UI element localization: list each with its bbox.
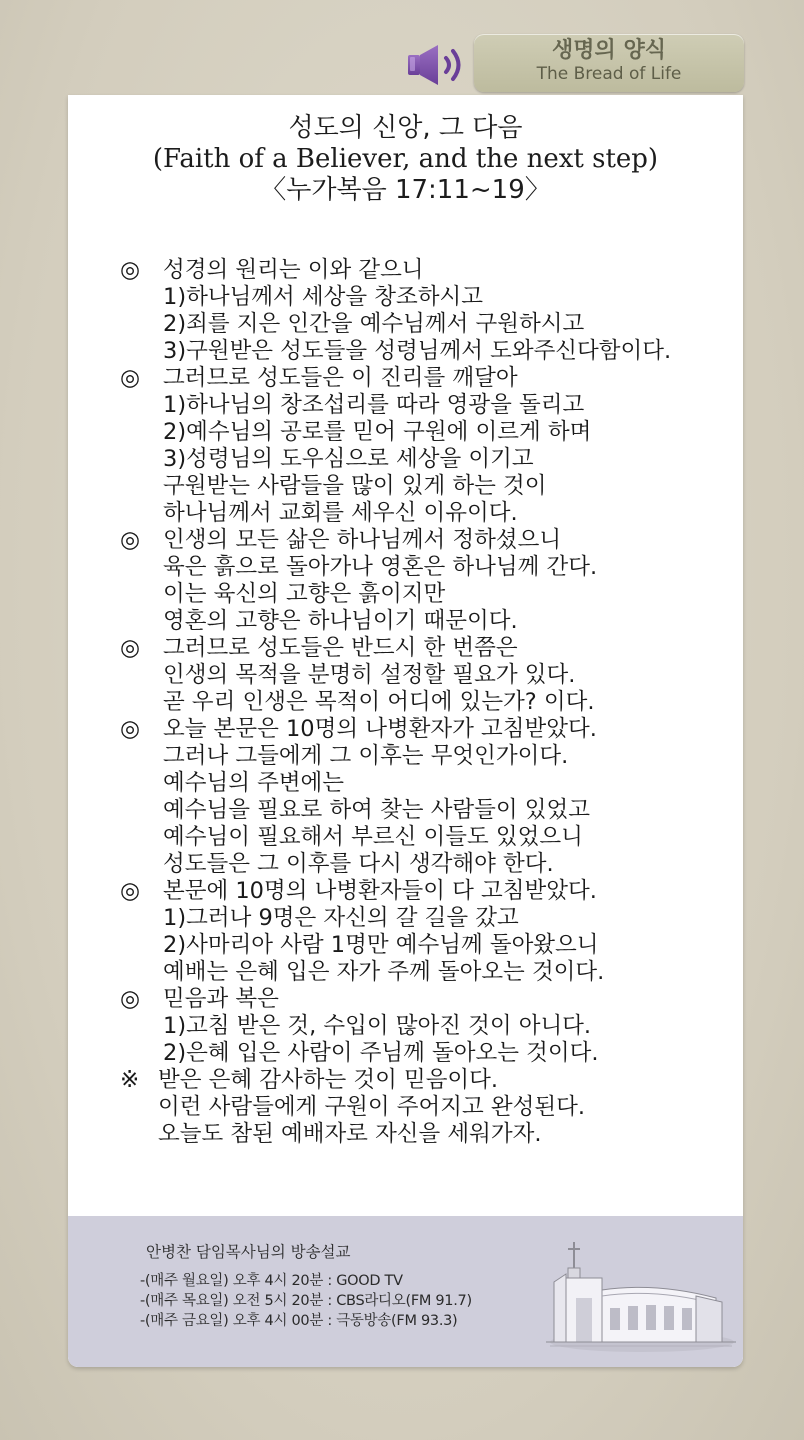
outline-line: 예수님이 필요해서 부르신 이들도 있었으니 [163, 824, 583, 850]
speaker-sound-icon[interactable] [404, 42, 470, 88]
outline-line: 믿음과 복은 [163, 986, 279, 1012]
outline-line: 곧 우리 인생은 목적이 어디에 있는가? 이다. [163, 689, 595, 715]
outline-line: 영혼의 고향은 하나님이기 때문이다. [163, 608, 518, 634]
bullet-mark-icon: ◎ [120, 635, 141, 661]
outline-line: 2)죄를 지은 인간을 예수님께서 구원하시고 [163, 311, 585, 337]
outline-section [120, 878, 740, 986]
outline-line: 그러므로 성도들은 이 진리를 깨달아 [163, 365, 518, 391]
outline-line: 하나님께서 교회를 세우신 이유이다. [163, 500, 518, 526]
broadcast-schedule-row: -(매주 목요일) 오전 5시 20분 : CBS라디오(FM 91.7) [140, 1293, 472, 1309]
outline-section [120, 635, 740, 716]
brand-title-english: The Bread of Life [536, 64, 682, 84]
outline-line: 1)하나님의 창조섭리를 따라 영광을 돌리고 [163, 392, 585, 418]
section-lines [163, 878, 740, 986]
sermon-outline [120, 257, 740, 1148]
section-lines [163, 716, 740, 878]
section-lines [163, 527, 740, 635]
broadcast-schedule-row: -(매주 월요일) 오후 4시 20분 : GOOD TV [140, 1273, 403, 1289]
outline-section [120, 257, 740, 365]
bullet-mark-icon: ◎ [120, 986, 141, 1012]
scripture-reference: 〈누가복음 17:11~19〉 [260, 175, 551, 205]
outline-section [120, 365, 740, 527]
outline-line: 오늘도 참된 예배자로 자신을 세워가자. [158, 1121, 542, 1147]
outline-line: 인생의 모든 삶은 하나님께서 정하셨으니 [163, 527, 562, 553]
section-lines [158, 1067, 740, 1148]
church-building-illustration [546, 1238, 736, 1354]
outline-line: 예수님을 필요로 하여 찾는 사람들이 있었고 [163, 797, 590, 823]
brand-title-korean: 생명의 양식 [552, 38, 666, 63]
broadcast-info-footer [68, 1216, 743, 1367]
sermon-title: 성도의 신앙, 그 다음 [288, 113, 523, 143]
outline-line: 성경의 원리는 이와 같으니 [163, 257, 424, 283]
section-lines [163, 986, 740, 1067]
outline-section [120, 986, 740, 1067]
sermon-subtitle-english: (Faith of a Believer, and the next step) [152, 144, 659, 174]
outline-line: 그러나 그들에게 그 이후는 무엇인가이다. [163, 743, 569, 769]
outline-line: 오늘 본문은 10명의 나병환자가 고침받았다. [163, 716, 597, 742]
outline-line: 1)고침 받은 것, 수입이 많아진 것이 아니다. [163, 1013, 592, 1039]
outline-line: 이는 육신의 고향은 흙이지만 [163, 581, 446, 607]
outline-line: 2)예수님의 공로를 믿어 구원에 이르게 하며 [163, 419, 592, 445]
outline-line: 인생의 목적을 분명히 설정할 필요가 있다. [163, 662, 576, 688]
broadcast-title: 안병찬 담임목사님의 방송설교 [146, 1243, 351, 1261]
bullet-mark-icon: ◎ [120, 878, 141, 904]
outline-section [120, 527, 740, 635]
bullet-mark-icon: ◎ [120, 716, 141, 742]
outline-section [120, 716, 740, 878]
outline-line: 구원받는 사람들을 많이 있게 하는 것이 [163, 473, 547, 499]
outline-line: 성도들은 그 이후를 다시 생각해야 한다. [163, 851, 554, 877]
outline-line: 1)하나님께서 세상을 창조하시고 [163, 284, 483, 310]
section-lines [163, 635, 740, 716]
bullet-mark-icon: ◎ [120, 257, 141, 283]
broadcast-schedule-row: -(매주 금요일) 오후 4시 00분 : 극동방송(FM 93.3) [140, 1313, 458, 1329]
outline-line: 받은 은혜 감사하는 것이 믿음이다. [158, 1067, 499, 1093]
bullet-mark-icon: ◎ [120, 527, 141, 553]
outline-line: 육은 흙으로 돌아가나 영혼은 하나님께 간다. [163, 554, 598, 580]
section-lines [163, 365, 740, 527]
outline-line: 2)은혜 입은 사람이 주님께 돌아오는 것이다. [163, 1040, 599, 1066]
outline-line: 이런 사람들에게 구원이 주어지고 완성된다. [158, 1094, 585, 1120]
outline-line: 그러므로 성도들은 반드시 한 번쯤은 [163, 635, 518, 661]
outline-line: 본문에 10명의 나병환자들이 다 고침받았다. [163, 878, 597, 904]
brand-logo-box [474, 34, 744, 92]
outline-line: 예배는 은혜 입은 자가 주께 돌아오는 것이다. [163, 959, 605, 985]
outline-line: 3)성령님의 도우심으로 세상을 이기고 [163, 446, 534, 472]
outline-line: 예수님의 주변에는 [163, 770, 345, 796]
reference-mark-icon: ※ [120, 1067, 140, 1093]
outline-line: 1)그러나 9명은 자신의 갈 길을 갔고 [163, 905, 519, 931]
bullet-mark-icon: ◎ [120, 365, 141, 391]
outline-section [120, 1067, 740, 1148]
sermon-card [68, 95, 743, 1367]
outline-line: 2)사마리아 사람 1명만 예수님께 돌아왔으니 [163, 932, 599, 958]
outline-line: 3)구원받은 성도들을 성령님께서 도와주신다함이다. [163, 338, 672, 364]
section-lines [163, 257, 740, 365]
sermon-header [68, 113, 743, 206]
